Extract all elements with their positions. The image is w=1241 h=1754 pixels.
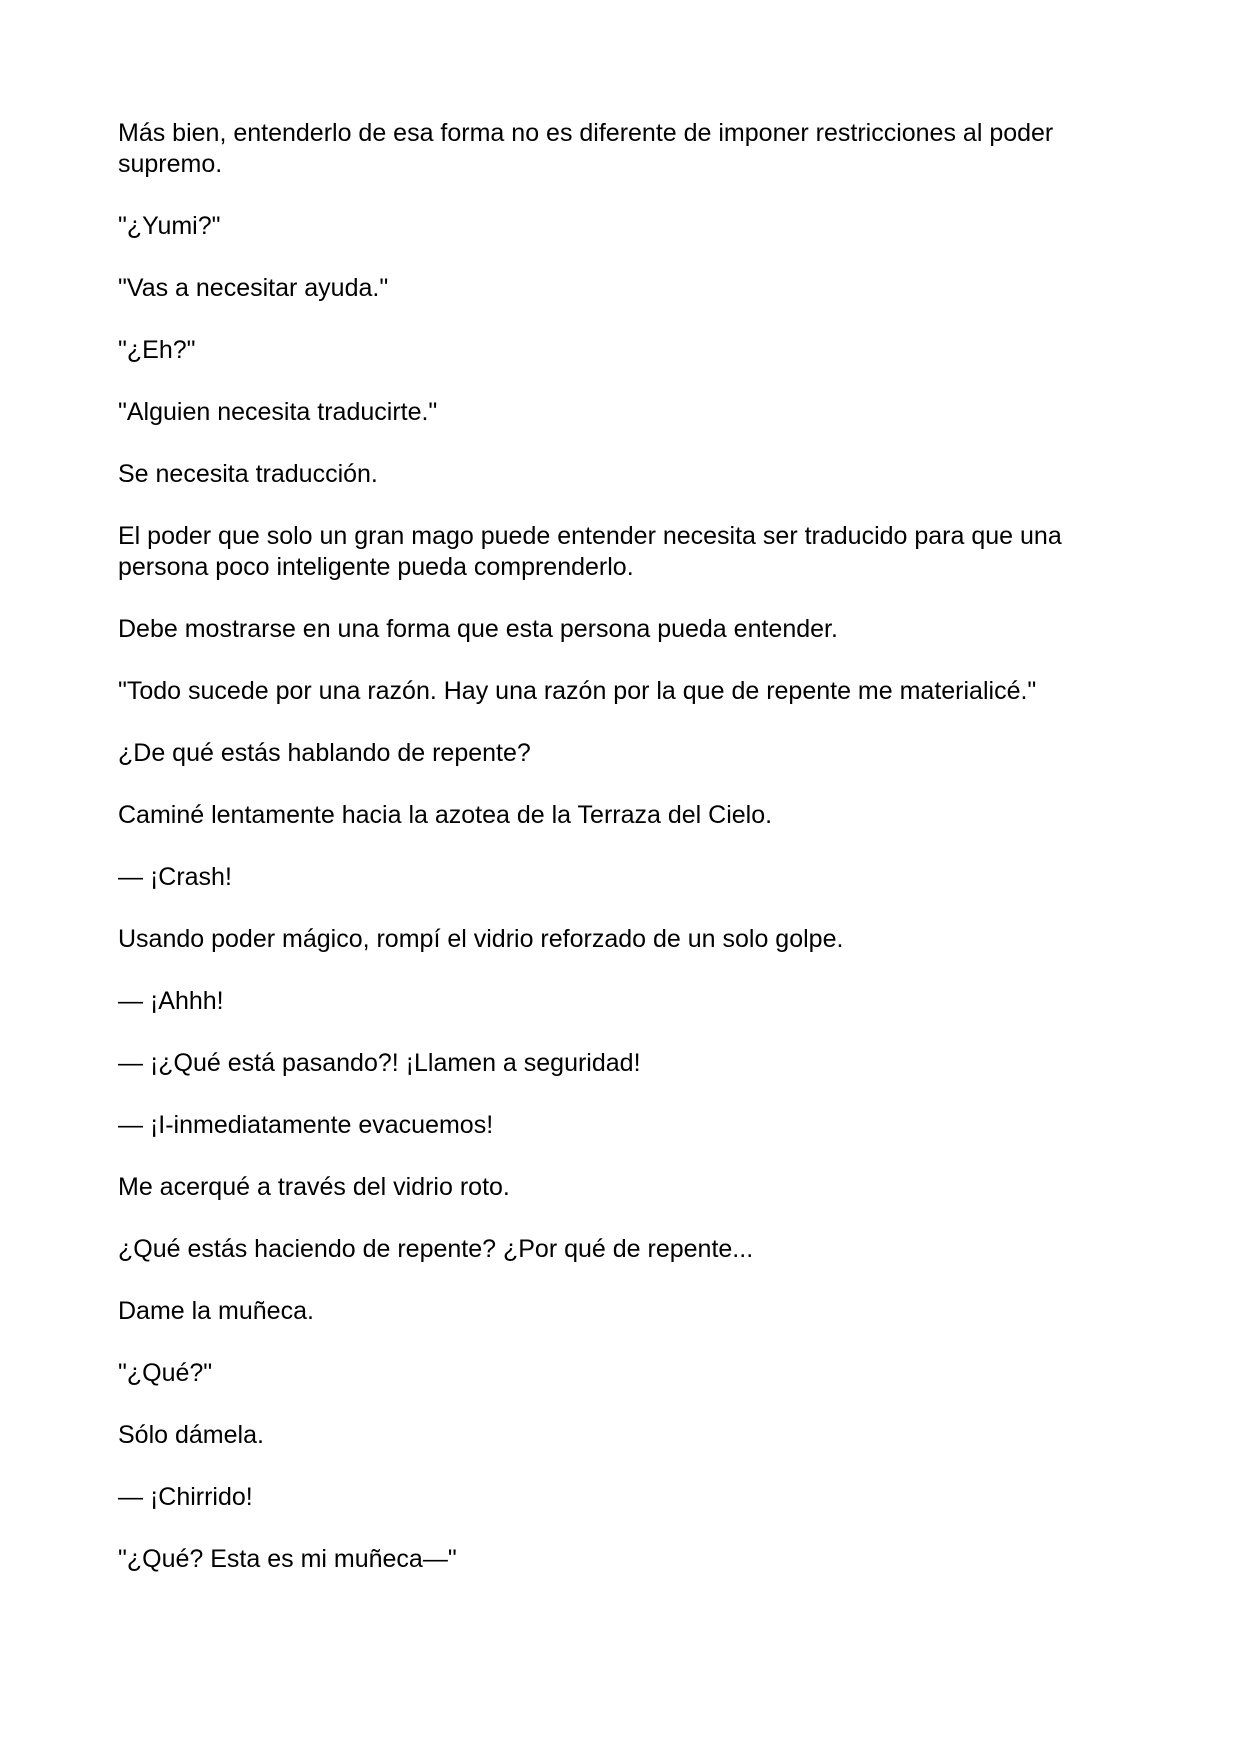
paragraph-4: "¿Eh?" [118,336,196,364]
paragraph-15: — ¡¿Qué está pasando?! ¡Llamen a seguridad! [118,1049,641,1077]
paragraph-19: Dame la muñeca. [118,1297,314,1325]
paragraph-5: "Alguien necesita traducirte." [118,398,438,426]
paragraph-12: — ¡Crash! [118,863,232,891]
paragraph-10: ¿De qué estás hablando de repente? [118,739,531,767]
paragraph-7: El poder que solo un gran mago puede entender necesita ser traducido para que una persona poco inteligente pueda comprenderlo. [118,522,1062,581]
paragraph-21: Sólo dámela. [118,1421,264,1449]
document-body [118,118,1128,1606]
paragraph-9: "Todo sucede por una razón. Hay una razón por la que de repente me materialicé." [118,677,1037,705]
paragraph-23: "¿Qué? Esta es mi muñeca—" [118,1545,457,1573]
paragraph-1: Más bien, entenderlo de esa forma no es diferente de imponer restricciones al poder supremo. [118,119,1054,178]
paragraph-13: Usando poder mágico, rompí el vidrio reforzado de un solo golpe. [118,925,844,953]
paragraph-17: Me acerqué a través del vidrio roto. [118,1173,510,1201]
paragraph-22: — ¡Chirrido! [118,1483,253,1511]
paragraph-18: ¿Qué estás haciendo de repente? ¿Por qué de repente... [118,1235,754,1263]
paragraph-6: Se necesita traducción. [118,460,378,488]
paragraph-2: "¿Yumi?" [118,212,221,240]
paragraph-20: "¿Qué?" [118,1359,213,1387]
paragraph-8: Debe mostrarse en una forma que esta persona pueda entender. [118,615,838,643]
paragraph-3: "Vas a necesitar ayuda." [118,274,389,302]
paragraph-11: Caminé lentamente hacia la azotea de la Terraza del Cielo. [118,801,773,829]
paragraph-16: — ¡I-inmediatamente evacuemos! [118,1111,494,1139]
paragraph-14: — ¡Ahhh! [118,987,224,1015]
